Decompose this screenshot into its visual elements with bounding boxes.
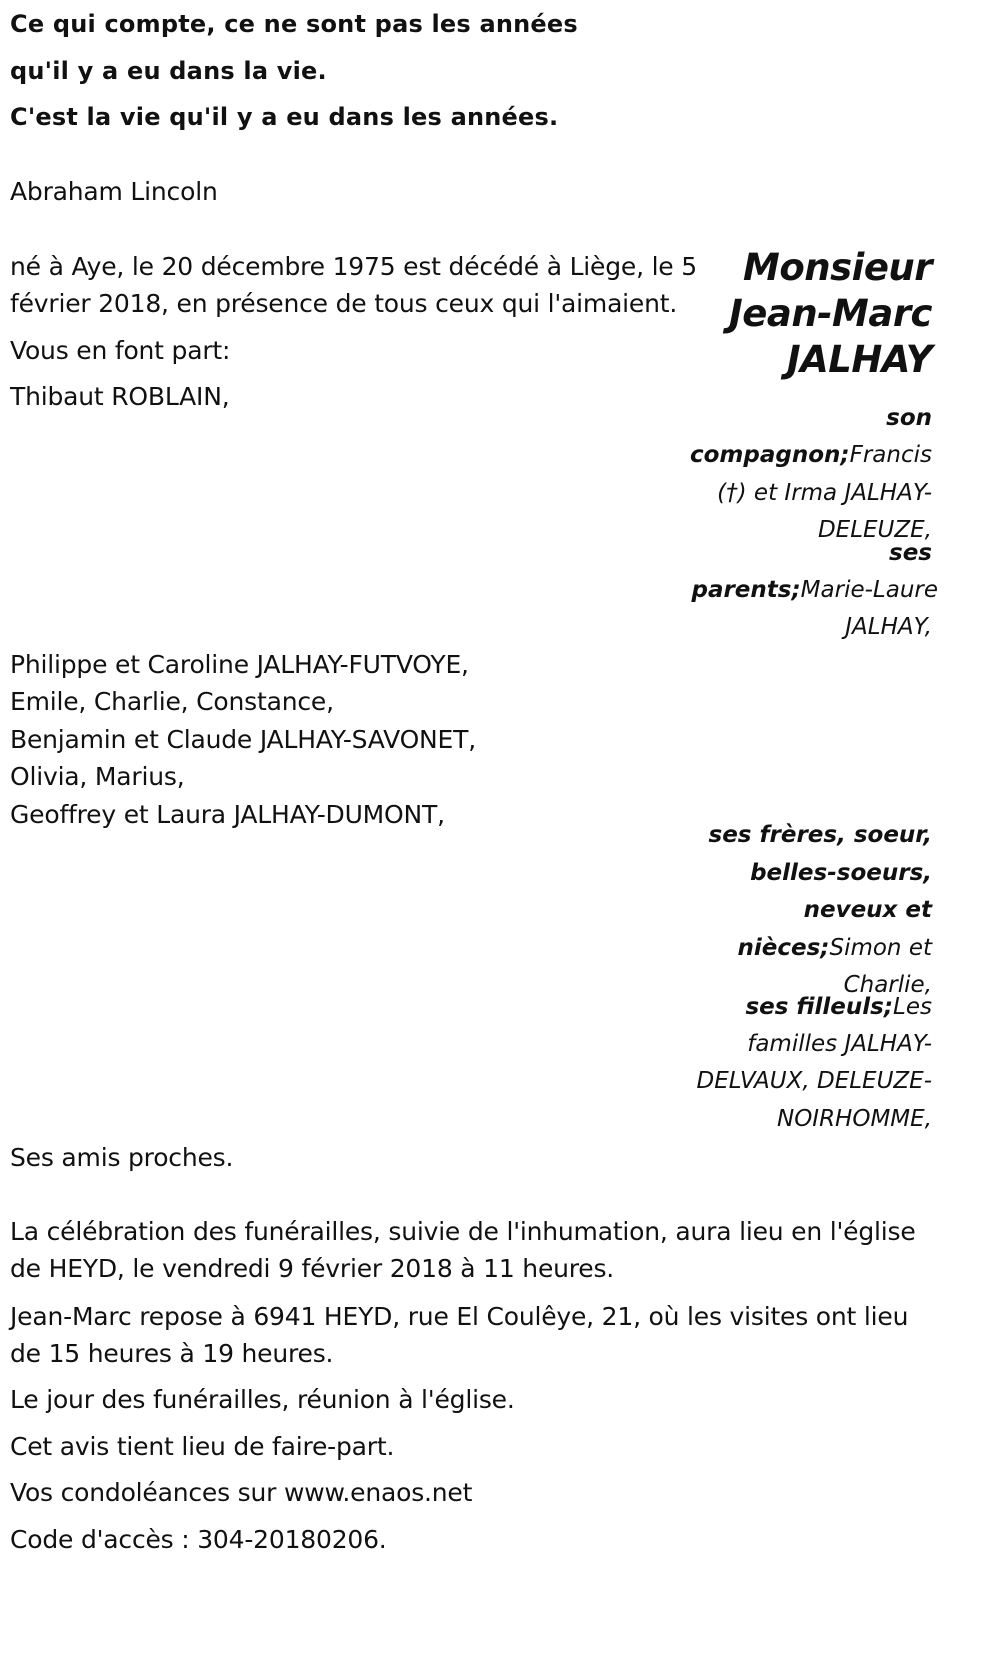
sibling-line: Olivia, Marius, [10, 762, 185, 791]
relation-parents-names: (†) et Irma JALHAY- [717, 480, 932, 506]
relation-parents-line: parents;Marie-Laure [691, 577, 938, 603]
condolences-link[interactable]: Vos condoléances sur www.enaos.net [10, 1478, 473, 1507]
relation-parents-label: ses [889, 540, 932, 566]
access-code: Code d'accès : 304-20180206. [10, 1525, 387, 1554]
visit-line-2: de 15 heures à 19 heures. [10, 1339, 334, 1368]
intro-line-1: né à Aye, le 20 décembre 1975 est décédé à Liège, le 5 [10, 252, 697, 281]
relation-godchildren-cont-3: NOIRHOMME, [776, 1106, 932, 1132]
intro-line-2: février 2018, en présence de tous ceux qui l'aimaient. [10, 289, 678, 318]
announce: Vous en font part: [10, 336, 231, 365]
relation-siblings-label: ses frères, soeur, [708, 822, 932, 848]
quote-line-2: qu'il y a eu dans la vie. [10, 57, 327, 85]
relation-siblings-label-2: belles-soeurs, [750, 860, 932, 886]
meeting-info: Le jour des funérailles, réunion à l'église. [10, 1385, 515, 1414]
ceremony-line-1: La célébration des funérailles, suivie de l'inhumation, aura lieu en l'église [10, 1217, 916, 1246]
quote-author: Abraham Lincoln [10, 177, 218, 206]
notice-info: Cet avis tient lieu de faire-part. [10, 1432, 395, 1461]
visit-line-1: Jean-Marc repose à 6941 HEYD, rue El Coulêye, 21, où les visites ont lieu [10, 1302, 909, 1331]
quote-line-3: C'est la vie qu'il y a eu dans les années. [10, 103, 559, 131]
sibling-line: Geoffrey et Laura JALHAY-DUMONT, [10, 800, 445, 829]
relation-siblings-line: nièces;Simon et [737, 935, 932, 961]
relation-siblings-cont: Charlie, [843, 972, 932, 998]
relation-partner-line: compagnon;Francis [690, 442, 932, 468]
sibling-line: Emile, Charlie, Constance, [10, 687, 334, 716]
ceremony-line-2: de HEYD, le vendredi 9 février 2018 à 11 heures. [10, 1254, 615, 1283]
sibling-line: Benjamin et Claude JALHAY-SAVONET, [10, 725, 476, 754]
deceased-first-name: Jean-Marc [729, 292, 932, 335]
relation-parents-cont: JALHAY, [845, 614, 932, 640]
deceased-last-name: JALHAY [786, 338, 932, 381]
relation-godchildren-cont-2: DELVAUX, DELEUZE- [696, 1068, 932, 1094]
sibling-line: Philippe et Caroline JALHAY-FUTVOYE, [10, 650, 469, 679]
relation-godchildren-line: ses filleuls;Les [745, 994, 932, 1020]
relation-siblings-label-3: neveux et [803, 897, 932, 923]
relation-partner-label: son [886, 405, 932, 431]
relation-godchildren-cont: familles JALHAY- [747, 1031, 932, 1057]
quote-line-1: Ce qui compte, ce ne sont pas les années [10, 10, 578, 38]
relation-parents-names-cont: DELEUZE, [817, 517, 932, 543]
partner-name: Thibaut ROBLAIN, [10, 382, 230, 411]
friends: Ses amis proches. [10, 1143, 234, 1172]
deceased-title: Monsieur [743, 246, 932, 289]
